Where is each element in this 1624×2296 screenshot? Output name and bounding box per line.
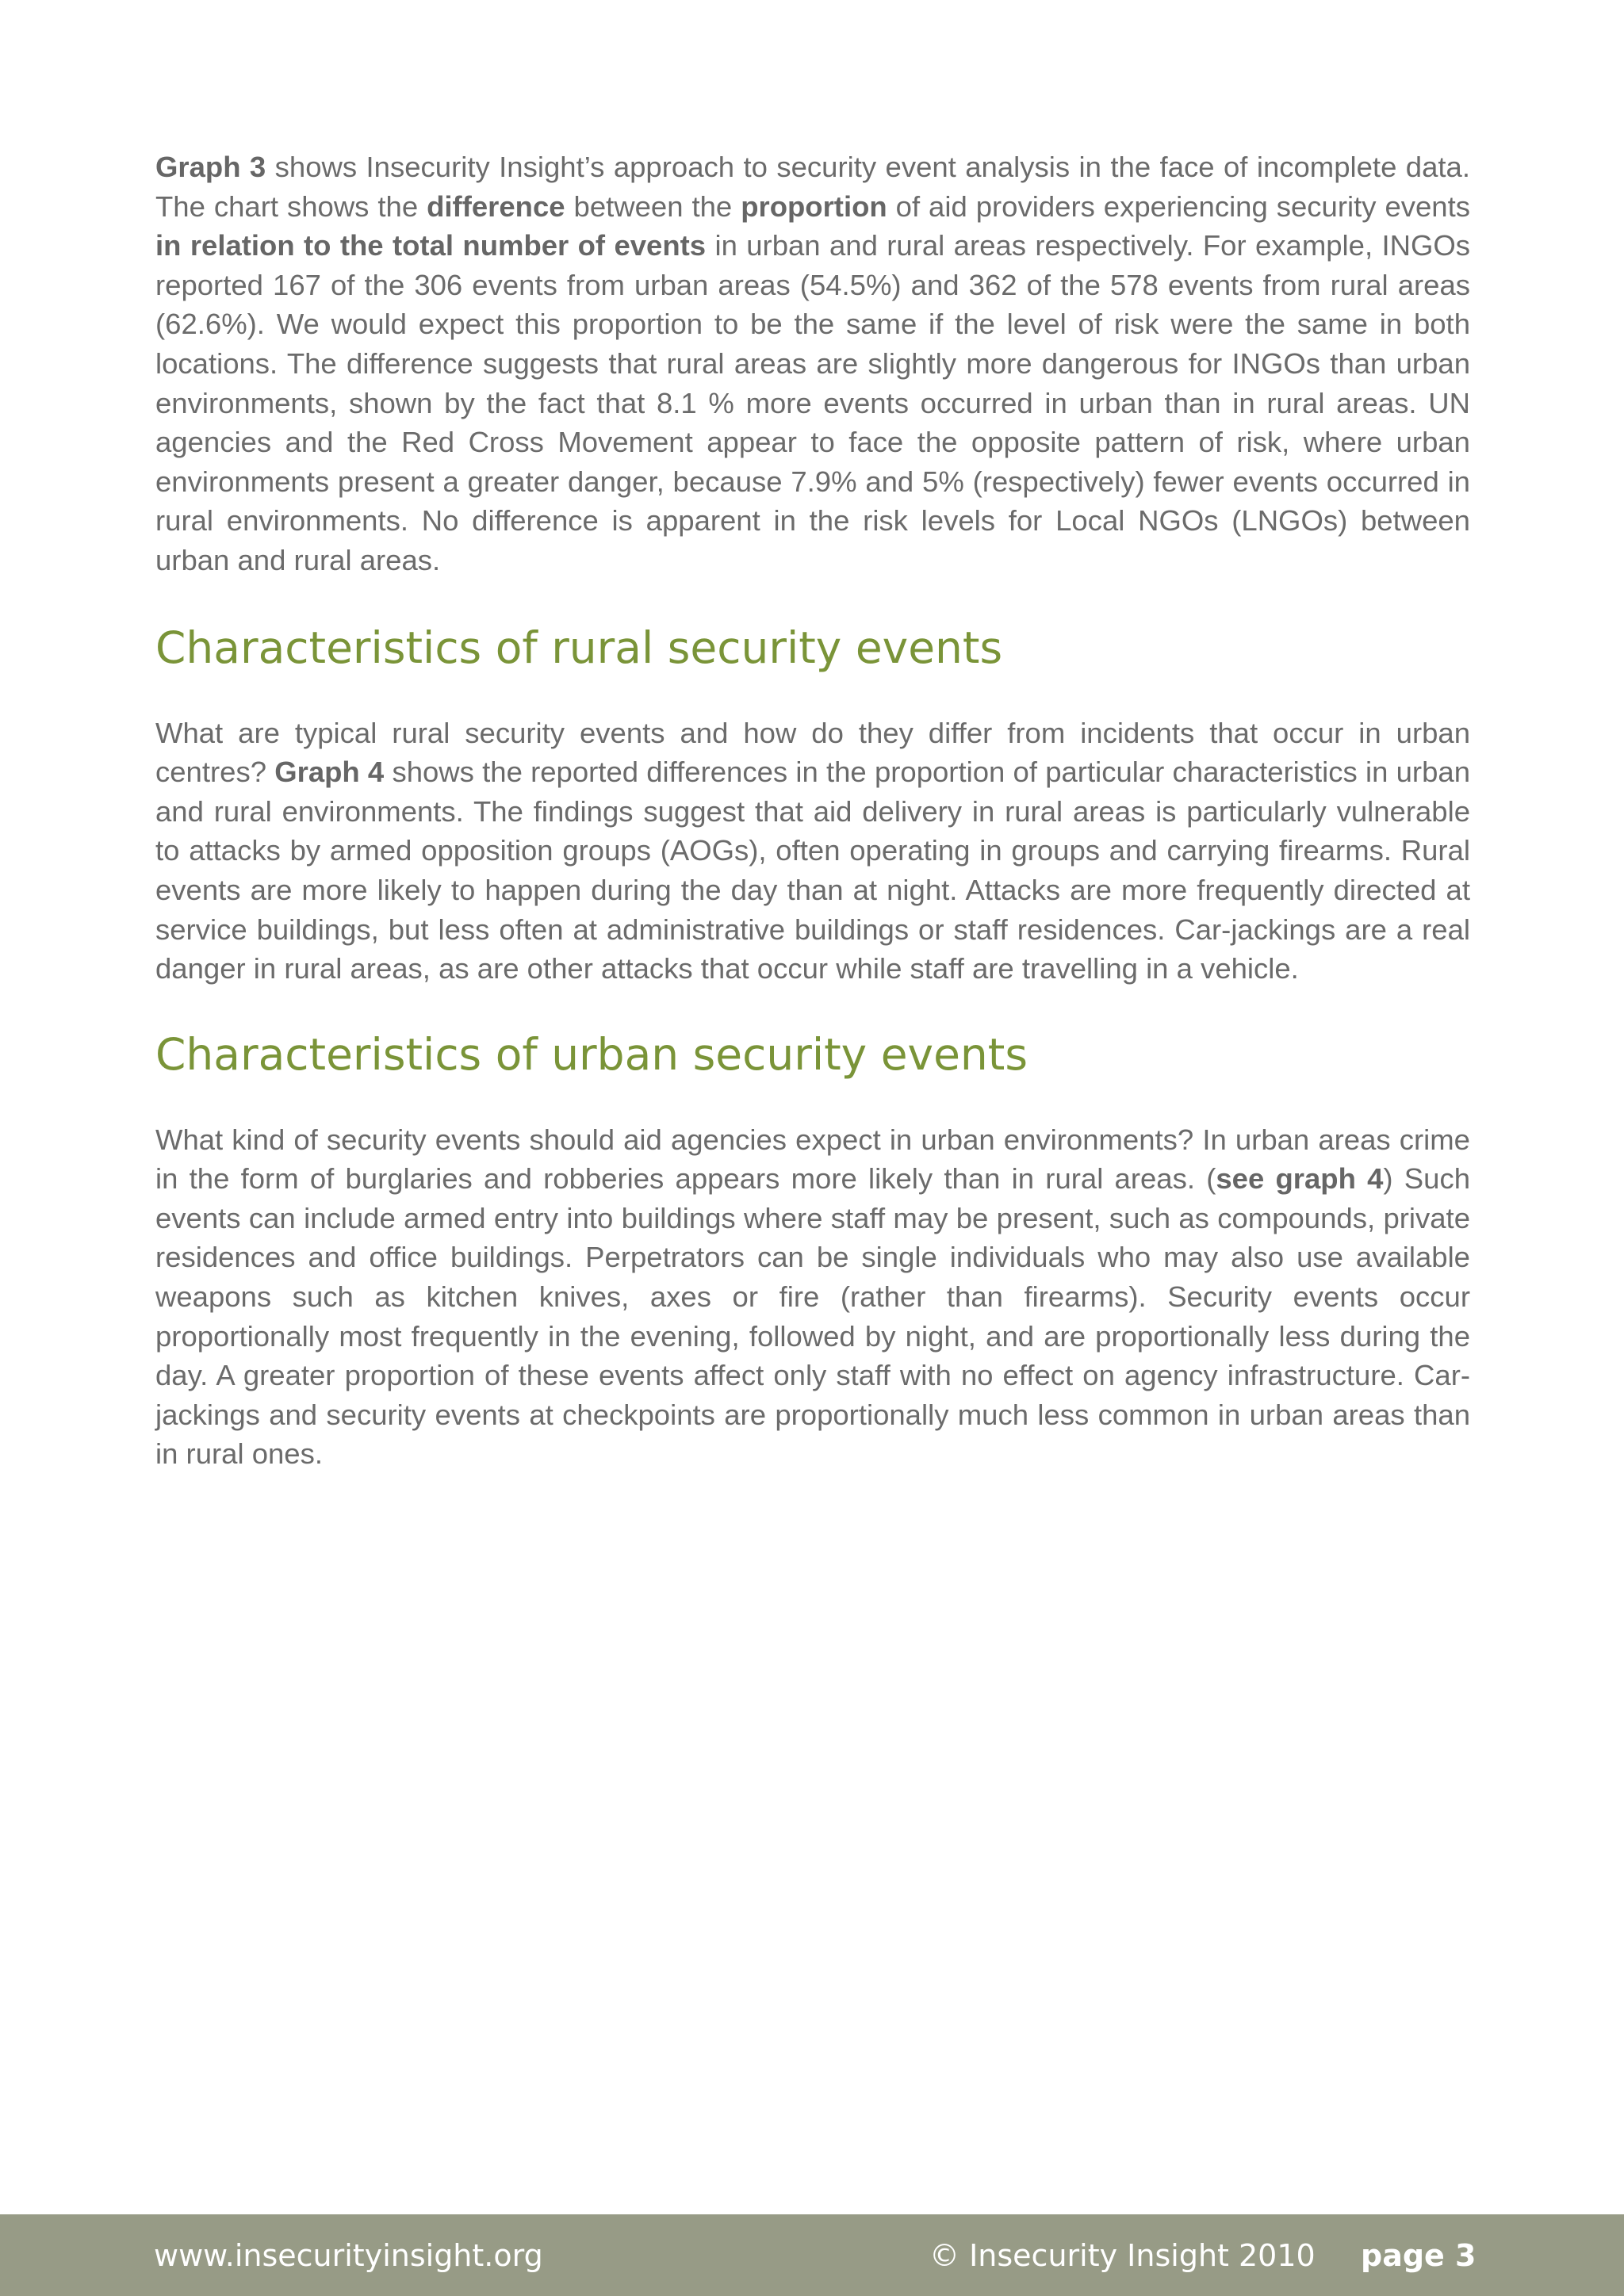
rural-text: shows the reported differences in the proportion of particular characteristics in urban and rural environments. The findings suggest that aid delivery in rural areas is particularly vulnerable to attacks by armed opposition groups (AOGs), often operating in groups and carrying firearms. Rural events are more likely to happen during the day than at night. Attacks are more frequently directed at service buildings, but less often at administrative buildings or staff residences. Car-jackings are a real danger in rural areas, as are other attacks that occur while staff are travelling in a vehicle. [155,756,1470,985]
see-graph-4-reference: see graph 4 [1216,1162,1384,1196]
page-footer [0,2214,1624,2296]
emphasis-total-events: in relation to the total number of events [155,229,707,262]
footer-copyright: © Insecurity Insight 2010 [929,2237,1316,2273]
intro-paragraph [155,147,1470,580]
intro-text: between the [565,189,741,223]
footer-website: www.insecurityinsight.org [154,2237,543,2273]
main-content [155,147,1470,1474]
urban-paragraph [155,1120,1470,1474]
urban-heading: Characteristics of urban security events [155,1028,1028,1080]
urban-text: ) Such events can include armed entry into buildings where staff may be present, such as compounds, private residences and office buildings. Perpetrators can be single individuals who may also use available weapons such as kitchen knives, axes or fire (rather than firearms). Security events occur proportionally most frequently in the evening, followed by night, and are proportionally less during the day. A greater proportion of these events affect only staff with no effect on agency infrastructure. Car-jackings and security events at checkpoints are proportionally much less common in urban areas than in rural ones. [155,1162,1470,1471]
footer-page-number: page 3 [1361,2237,1477,2273]
emphasis-difference: difference [427,189,565,223]
intro-text: in urban and rural areas respectively. For example, INGOs reported 167 of the 306 events from urban areas (54.5%) and 362 of the 578 events from rural areas (62.6%). We would expect this proportion to be the same if the level of risk were the same in both locations. The difference suggests that rural areas are slightly more dangerous for INGOs than urban environments, shown by the fact that 8.1 % more events occurred in urban than in rural areas. UN agencies and the Red Cross Movement appear to face the opposite pattern of risk, where urban environments present a greater danger, because 7.9% and 5% (respectively) fewer events occurred in rural environments. No difference is apparent in the risk levels for Local NGOs (LNGOs) between urban and rural areas. [155,229,1470,576]
intro-text: of aid providers experiencing security events [887,189,1471,223]
graph-3-reference: Graph 3 [155,151,266,183]
rural-paragraph [155,714,1470,989]
rural-text: What are typical rural security events and how do they differ from incidents that occur in urban centres? [155,716,1470,789]
urban-text: What kind of security events should aid agencies expect in urban environments? In urban areas crime in the form of burglaries and robberies appears more likely than in rural areas. ( [155,1123,1470,1196]
graph-4-reference: Graph 4 [274,756,385,789]
rural-heading: Characteristics of rural security events [155,622,1003,673]
emphasis-proportion: proportion [741,189,887,223]
intro-text: shows Insecurity Insight’s approach to security event analysis in the face of incomplete data. The chart shows the [155,151,1470,223]
